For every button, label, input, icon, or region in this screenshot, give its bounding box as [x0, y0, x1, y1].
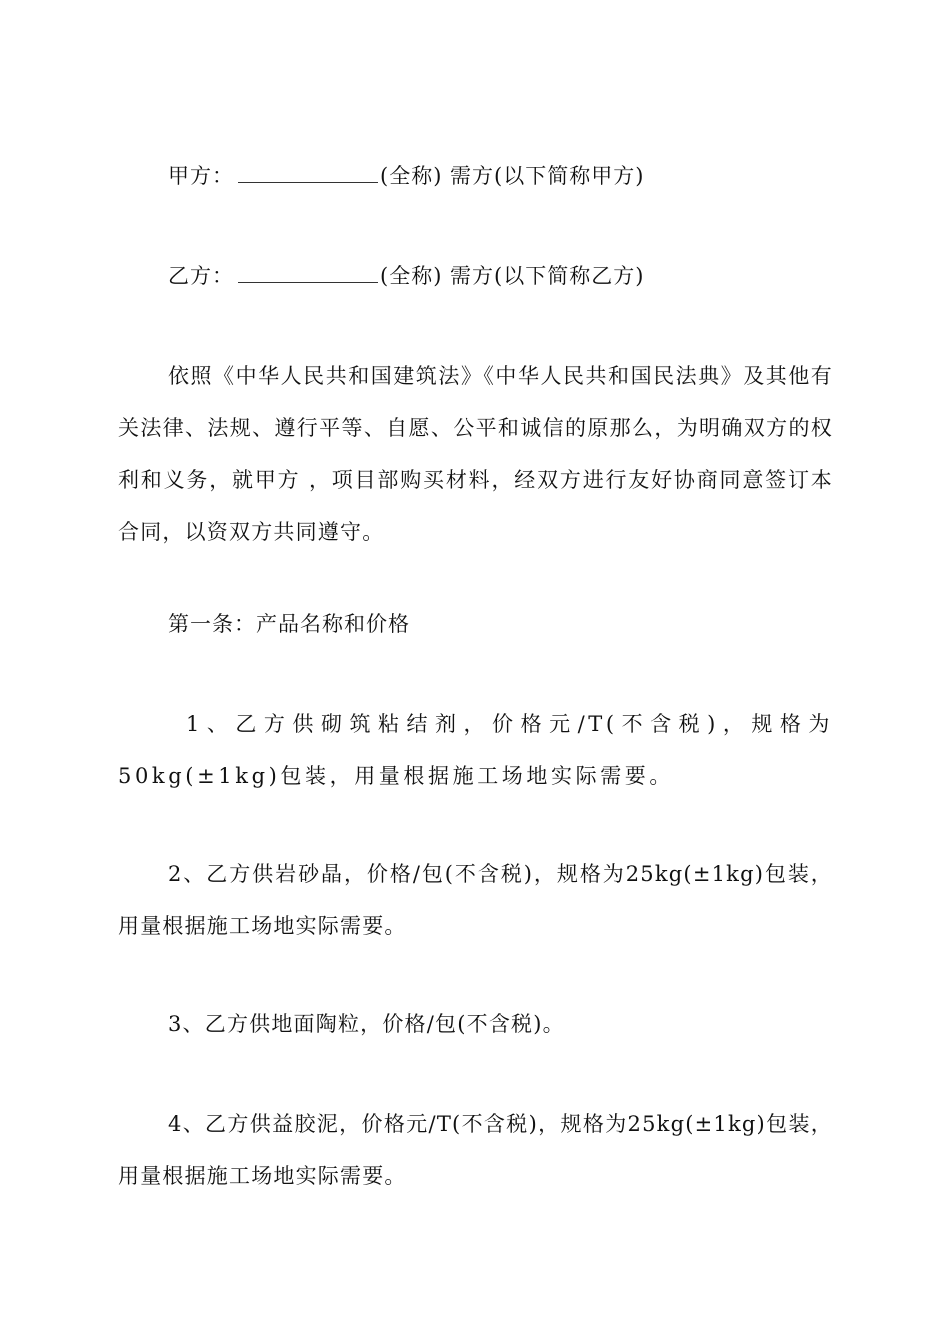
- party-b-name-blank[interactable]: [238, 260, 378, 283]
- article-1-item-1: 1、乙方供砌筑粘结剂，价格元/T(不含税)，规格为50kg(±1kg)包装，用量根据施工场地实际需要。: [118, 712, 833, 788]
- party-b-line: [168, 250, 644, 302]
- party-a-name-blank[interactable]: [238, 160, 378, 183]
- party-a-label: 甲方：: [168, 164, 234, 188]
- article-1-item-2: 2、乙方供岩砂晶，价格/包(不含税)，规格为25kg(±1kg)包装，用量根据施工场地实际需要。: [118, 862, 833, 938]
- article-1-heading: 第一条：产品名称和价格: [168, 612, 410, 636]
- party-a-line: [168, 150, 644, 202]
- party-b-suffix: (全称) 需方(以下简称乙方): [380, 264, 645, 288]
- intro-paragraph: 依照《中华人民共和国建筑法》《中华人民共和国民法典》及其他有关法律、法规、遵行平等、自愿、公平和诚信的原那么，为明确双方的权利和义务，就甲方 ，项目部购买材料，经双方进行友好协商同意签订本合同，以资双方共同遵守。: [118, 364, 833, 544]
- party-a-suffix: (全称) 需方(以下简称甲方): [380, 164, 645, 188]
- article-1-item-3: 3、乙方供地面陶粒，价格/包(不含税)。: [168, 1012, 565, 1036]
- party-b-label: 乙方：: [168, 264, 234, 288]
- article-1-item-4: 4、乙方供益胶泥，价格元/T(不含税)，规格为25kg(±1kg)包装，用量根据施工场地实际需要。: [118, 1112, 833, 1188]
